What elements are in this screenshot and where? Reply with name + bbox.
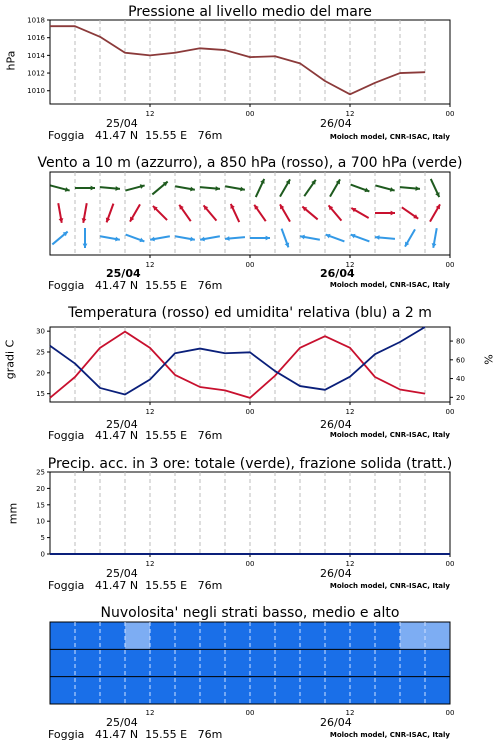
wind-arrow-850 <box>302 207 317 220</box>
x-tick-label: 12 <box>145 110 155 118</box>
x-tick-label: 00 <box>245 408 255 416</box>
x-tick-label: 12 <box>145 261 155 269</box>
cloud-cell-basso <box>325 677 351 704</box>
cloud-cell-alto <box>275 622 301 649</box>
cloud-cell-medio <box>75 649 101 676</box>
x-tick-label: 00 <box>445 408 455 416</box>
cloud-panel <box>0 600 500 750</box>
wind-arrow-850 <box>130 204 140 221</box>
cloud-cell-medio <box>200 649 226 676</box>
y-tick-label: 1010 <box>27 87 45 96</box>
wind-arrow-700 <box>280 179 290 196</box>
x-tick-label: 00 <box>245 110 255 118</box>
pressure-line <box>50 26 425 94</box>
cloud-cell-basso <box>150 677 176 704</box>
humidity-line <box>50 327 425 395</box>
x-tick-label: 00 <box>245 709 255 717</box>
cloud-cell-basso <box>50 677 76 704</box>
temperature-line <box>50 332 425 398</box>
cloud-cell-medio <box>275 649 301 676</box>
x-tick-label: 00 <box>445 261 455 269</box>
temperature-title: Temperatura (rosso) ed umidita' relativa (blu) a 2 m <box>68 305 432 321</box>
wind-arrow-850 <box>106 204 114 223</box>
cloud-cell-alto <box>250 622 276 649</box>
wind-arrow-10m <box>175 236 195 241</box>
wind-arrow-850 <box>254 205 265 221</box>
wind-arrow-850 <box>280 204 290 221</box>
x-tick-label: 12 <box>345 560 355 568</box>
y-tick-label: 1016 <box>27 34 45 43</box>
y-tick-label: 5 <box>40 534 45 543</box>
wind-arrow-10m <box>250 236 270 241</box>
date-label-2: 26/04 <box>320 567 352 580</box>
wind-arrow-10m <box>126 235 145 243</box>
date-label-1: 25/04 <box>106 418 138 431</box>
cloud-cell-medio <box>350 649 376 676</box>
wind-arrow-700 <box>375 185 394 191</box>
temperature-panel <box>0 300 500 450</box>
cloud-cell-basso <box>200 677 226 704</box>
y-tick-label: 1018 <box>27 16 45 25</box>
y-tick-label: 0 <box>40 550 45 559</box>
pressure-panel <box>0 0 500 150</box>
wind-title: Vento a 10 m (azzurro), a 850 hPa (rosso), a 700 hPa (verde) <box>37 155 463 171</box>
cloud-cell-basso <box>250 677 276 704</box>
wind-chart <box>0 150 500 300</box>
wind-arrow-700 <box>330 179 340 196</box>
precip-title: Precip. acc. in 3 ore: totale (verde), frazione solida (tratt.) <box>47 456 453 472</box>
precip-ylabel: mm <box>6 502 20 525</box>
y-tick-label: 15 <box>36 501 45 510</box>
wind-arrow-700 <box>431 179 440 197</box>
wind-arrow-850 <box>329 205 342 220</box>
cloud-cell-alto <box>50 622 76 649</box>
y-tick-label: 25 <box>36 468 45 477</box>
wind-arrow-700 <box>125 184 144 190</box>
precip-panel <box>0 450 500 600</box>
cloud-cell-basso <box>75 677 101 704</box>
cloud-cell-medio <box>100 649 126 676</box>
cloud-cell-basso <box>350 677 376 704</box>
wind-arrow-700 <box>50 185 69 191</box>
wind-arrow-10m <box>405 229 415 246</box>
x-tick-label: 12 <box>145 408 155 416</box>
cloud-cell-basso <box>400 677 426 704</box>
x-tick-label: 12 <box>145 709 155 717</box>
cloud-cell-medio <box>50 649 76 676</box>
credit-label: Moloch model, CNR-ISAC, Italy <box>329 281 450 289</box>
x-tick-label: 12 <box>345 408 355 416</box>
wind-arrow-850 <box>179 205 190 221</box>
footer-location: Foggia 41.47 N 15.55 E 76m <box>48 579 223 592</box>
cloud-cell-alto <box>400 622 426 649</box>
x-tick-label: 12 <box>145 560 155 568</box>
wind-arrow-850 <box>204 205 217 220</box>
wind-arrow-10m <box>351 234 370 242</box>
cloud-cell-medio <box>325 649 351 676</box>
y-tick-label: 1012 <box>27 69 45 78</box>
cloud-cell-basso <box>175 677 201 704</box>
date-label-2: 26/04 <box>320 267 355 280</box>
cloud-cell-medio <box>425 649 451 676</box>
wind-arrow-700 <box>351 185 370 193</box>
wind-panel <box>0 150 500 300</box>
cloud-cell-medio <box>175 649 201 676</box>
cloud-title: Nuvolosita' negli strati basso, medio e alto <box>100 605 400 621</box>
date-label-1: 25/04 <box>106 567 138 580</box>
date-label-2: 26/04 <box>320 418 352 431</box>
cloud-cell-medio <box>125 649 151 676</box>
credit-label: Moloch model, CNR-ISAC, Italy <box>329 731 450 739</box>
cloud-cell-alto <box>375 622 401 649</box>
y-tick-label: 20 <box>36 369 45 378</box>
y-tick-label: 20 <box>36 484 45 493</box>
cloud-cell-basso <box>125 677 151 704</box>
x-tick-label: 00 <box>245 261 255 269</box>
wind-arrow-700 <box>256 179 265 197</box>
y-tick-label: 60 <box>456 356 465 365</box>
cloud-cell-alto <box>150 622 176 649</box>
cloud-cell-alto <box>350 622 376 649</box>
cloud-cell-medio <box>250 649 276 676</box>
temperature-chart <box>0 300 500 450</box>
x-tick-label: 00 <box>445 709 455 717</box>
x-tick-label: 12 <box>345 709 355 717</box>
wind-arrow-700 <box>152 182 167 195</box>
cloud-cell-alto <box>425 622 451 649</box>
plot-frame <box>50 472 450 554</box>
wind-arrow-700 <box>304 180 315 196</box>
y-tick-label: 30 <box>36 327 45 336</box>
pressure-title: Pressione al livello medio del mare <box>128 4 372 20</box>
wind-arrow-10m <box>83 228 88 248</box>
cloud-cell-basso <box>425 677 451 704</box>
wind-arrow-850 <box>58 203 63 223</box>
pressure-ylabel: hPa <box>4 50 18 71</box>
wind-arrow-850 <box>153 206 167 220</box>
credit-label: Moloch model, CNR-ISAC, Italy <box>329 133 450 141</box>
humidity-ylabel: % <box>482 354 496 365</box>
wind-arrow-10m <box>300 235 320 240</box>
x-tick-label: 12 <box>345 261 355 269</box>
wind-arrow-10m <box>326 234 345 242</box>
x-tick-label: 12 <box>345 110 355 118</box>
date-label-2: 26/04 <box>320 117 352 130</box>
wind-arrow-850 <box>351 208 368 218</box>
wind-arrow-850 <box>230 204 239 222</box>
cloud-cell-alto <box>325 622 351 649</box>
wind-arrow-850 <box>375 211 395 216</box>
cloud-cell-alto <box>300 622 326 649</box>
wind-arrow-10m <box>432 228 437 248</box>
cloud-cell-alto <box>100 622 126 649</box>
footer-location: Foggia 41.47 N 15.55 E 76m <box>48 279 223 292</box>
y-tick-label: 1014 <box>27 51 45 60</box>
wind-arrow-700 <box>100 186 120 191</box>
y-tick-label: 40 <box>456 375 465 384</box>
footer-location: Foggia 41.47 N 15.55 E 76m <box>48 728 223 741</box>
cloud-cell-basso <box>375 677 401 704</box>
wind-arrow-700 <box>75 186 95 191</box>
x-tick-label: 00 <box>445 560 455 568</box>
wind-arrow-850 <box>402 207 418 218</box>
wind-arrow-10m <box>200 236 220 241</box>
y-tick-label: 20 <box>456 393 465 402</box>
cloud-cell-basso <box>275 677 301 704</box>
credit-label: Moloch model, CNR-ISAC, Italy <box>329 582 450 590</box>
wind-arrow-850 <box>430 204 440 221</box>
footer-location: Foggia 41.47 N 15.55 E 76m <box>48 129 223 142</box>
wind-arrow-850 <box>82 203 87 223</box>
wind-arrow-10m <box>225 236 245 241</box>
wind-arrow-10m <box>52 232 67 245</box>
cloud-cell-medio <box>375 649 401 676</box>
cloud-cell-alto <box>75 622 101 649</box>
x-tick-label: 00 <box>245 560 255 568</box>
cloud-cell-alto <box>225 622 251 649</box>
date-label-1: 25/04 <box>106 716 138 729</box>
wind-arrow-10m <box>282 229 290 248</box>
x-tick-label: 00 <box>445 110 455 118</box>
wind-arrow-10m <box>375 235 395 240</box>
date-label-1: 25/04 <box>106 267 141 280</box>
cloud-cell-basso <box>225 677 251 704</box>
temperature-ylabel: gradi C <box>3 339 17 380</box>
wind-arrow-700 <box>400 186 420 191</box>
wind-arrow-700 <box>200 186 220 191</box>
cloud-cell-medio <box>225 649 251 676</box>
cloud-cell-alto <box>125 622 151 649</box>
footer-location: Foggia 41.47 N 15.55 E 76m <box>48 429 223 442</box>
cloud-cell-medio <box>400 649 426 676</box>
date-label-2: 26/04 <box>320 716 352 729</box>
y-tick-label: 25 <box>36 348 45 357</box>
cloud-cell-alto <box>200 622 226 649</box>
cloud-cell-medio <box>300 649 326 676</box>
credit-label: Moloch model, CNR-ISAC, Italy <box>329 431 450 439</box>
y-tick-label: 10 <box>36 517 45 526</box>
wind-arrow-10m <box>150 236 170 241</box>
wind-arrow-700 <box>175 186 195 191</box>
cloud-cell-basso <box>300 677 326 704</box>
wind-arrow-700 <box>225 186 245 191</box>
cloud-cell-basso <box>100 677 126 704</box>
y-tick-label: 15 <box>36 390 45 399</box>
cloud-cell-medio <box>150 649 176 676</box>
wind-arrow-10m <box>100 236 120 241</box>
precip-chart <box>0 450 500 600</box>
pressure-chart <box>0 0 500 150</box>
date-label-1: 25/04 <box>106 117 138 130</box>
cloud-cell-alto <box>175 622 201 649</box>
y-tick-label: 80 <box>456 337 465 346</box>
